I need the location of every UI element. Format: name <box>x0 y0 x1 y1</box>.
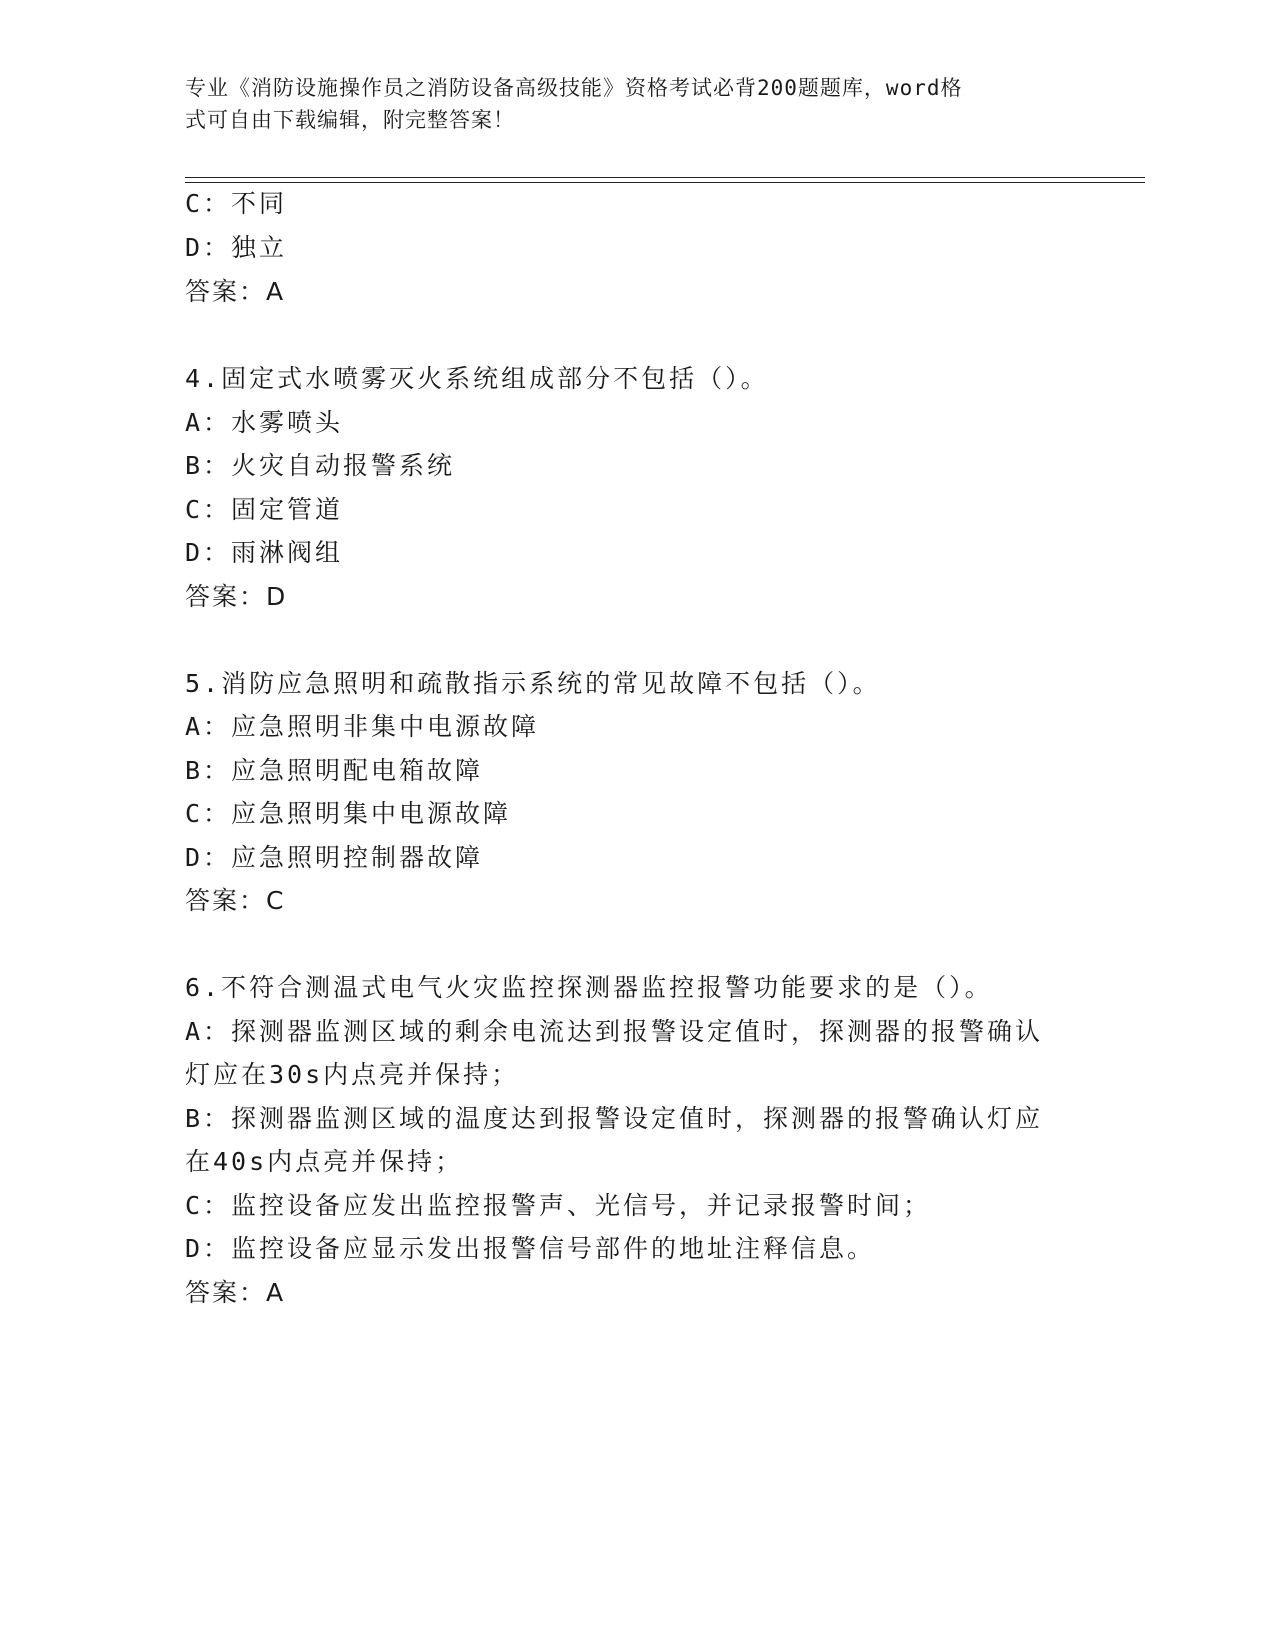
q6-option-a-line1: A：探测器监测区域的剩余电流达到报警设定值时，探测器的报警确认 <box>185 1017 1044 1046</box>
prev-answer: 答案：A <box>185 277 286 306</box>
header-line-1: 专业《消防设施操作员之消防设备高级技能》资格考试必背200题题库，word格 <box>185 76 963 100</box>
q6-option-b-line1: B：探测器监测区域的温度达到报警设定值时，探测器的报警确认灯应 <box>185 1104 1044 1133</box>
q4-option-d: D：雨淋阀组 <box>185 538 344 567</box>
q4-option-b: B：火灾自动报警系统 <box>185 451 456 480</box>
q6-option-d: D：监控设备应显示发出报警信号部件的地址注释信息。 <box>185 1234 876 1263</box>
q4-answer: 答案：D <box>185 582 288 611</box>
q4-question: 4.固定式水喷雾灭火系统组成部分不包括（）。 <box>185 364 769 393</box>
q6-answer: 答案：A <box>185 1278 286 1307</box>
header-divider-bottom <box>185 182 1145 183</box>
q4-option-a: A：水雾喷头 <box>185 408 344 437</box>
prev-option-d: D：独立 <box>185 233 288 262</box>
q5-answer: 答案：C <box>185 886 286 915</box>
q5-question: 5.消防应急照明和疏散指示系统的常见故障不包括（）。 <box>185 669 881 698</box>
q5-option-b: B：应急照明配电箱故障 <box>185 756 484 785</box>
document-header <box>185 72 1065 136</box>
q5-option-c: C：应急照明集中电源故障 <box>185 799 512 828</box>
header-line-2: 式可自由下载编辑，附完整答案！ <box>185 108 515 132</box>
q6-option-a-line2: 灯应在30s内点亮并保持； <box>185 1060 520 1089</box>
q6-question: 6.不符合测温式电气火灾监控探测器监控报警功能要求的是（）。 <box>185 973 993 1002</box>
q6-option-c: C：监控设备应发出监控报警声、光信号，并记录报警时间； <box>185 1191 932 1220</box>
q5-option-d: D：应急照明控制器故障 <box>185 843 484 872</box>
q6-option-b-line2: 在40s内点亮并保持； <box>185 1147 464 1176</box>
q5-option-a: A：应急照明非集中电源故障 <box>185 712 540 741</box>
header-divider-top <box>185 177 1145 178</box>
q4-option-c: C：固定管道 <box>185 495 344 524</box>
prev-option-c: C：不同 <box>185 189 288 218</box>
